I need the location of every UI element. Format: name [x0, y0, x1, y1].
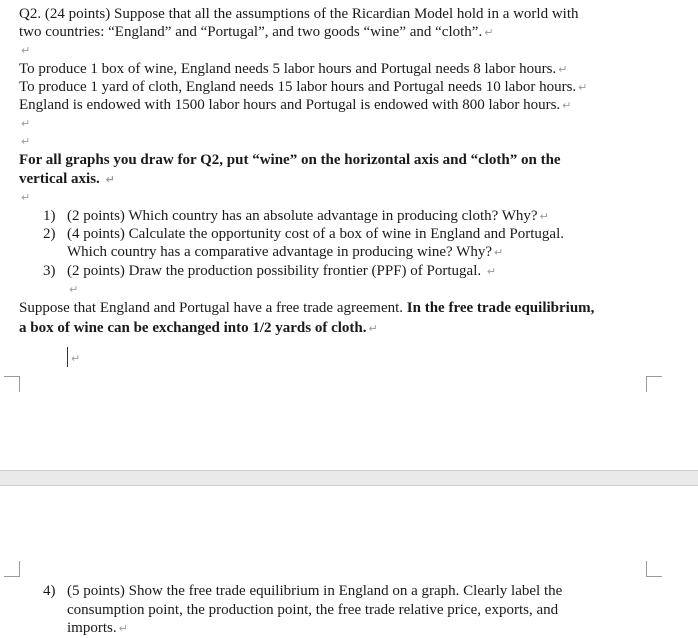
page-break-gap [0, 470, 698, 486]
cloth-production-line: To produce 1 yard of cloth, England needs 15 labor hours and Portugal needs 10 labor hours. ↵ [19, 79, 588, 95]
list-item-text-continued: Which country has a comparative advantage in producing wine? Why? ↵ [67, 244, 504, 260]
paragraph-mark: ↵ [539, 210, 549, 223]
paragraph-mark: ↵ [558, 63, 568, 76]
paragraph-mark: ↵ [105, 173, 115, 186]
list-item-number: 2) [43, 226, 56, 242]
list-item-number: 1) [43, 208, 56, 224]
q2-question-line-2: two countries: “England” and “Portugal”, and two goods “wine” and “cloth”. ↵ [19, 24, 494, 40]
list-item-text: (2 points) Which country has an absolute advantage in producing cloth? Why? ↵ [67, 208, 549, 224]
paragraph-mark: ↵ [21, 117, 31, 130]
margin-corner-mark-right [646, 561, 662, 577]
empty-paragraph [19, 132, 30, 151]
endowment-line: England is endowed with 1500 labor hours and Portugal is endowed with 800 labor hours. ↵ [19, 97, 572, 113]
paragraph-mark: ↵ [21, 44, 31, 57]
paragraph-mark: ↵ [578, 81, 588, 94]
graph-instruction-line-2: vertical axis. ↵ [19, 171, 115, 187]
paragraph-mark: ↵ [71, 352, 81, 365]
paragraph-mark: ↵ [484, 26, 494, 39]
margin-corner-mark-right [646, 376, 662, 392]
wine-production-line: To produce 1 box of wine, England needs 5 labor hours and Portugal needs 8 labor hours. ↵ [19, 61, 568, 77]
paragraph-mark: ↵ [118, 622, 128, 635]
list-item-number: 3) [43, 263, 56, 279]
empty-paragraph [19, 41, 30, 60]
text-cursor[interactable] [67, 347, 68, 367]
list-item-text: (5 points) Show the free trade equilibrium in England on a graph. Clearly label the [67, 583, 563, 599]
free-trade-line-1: Suppose that England and Portugal have a free trade agreement. In the free trade equilibrium, [19, 300, 595, 316]
empty-paragraph [19, 188, 30, 207]
margin-corner-mark-left [4, 376, 20, 392]
list-item-text: (2 points) Draw the production possibility frontier (PPF) of Portugal. ↵ [67, 263, 497, 279]
empty-paragraph [69, 349, 80, 368]
paragraph-mark: ↵ [21, 135, 31, 148]
margin-corner-mark-left [4, 561, 20, 577]
list-item-text-continued: consumption point, the production point, the free trade relative price, exports, and [67, 602, 559, 618]
list-item-text: (4 points) Calculate the opportunity cost of a box of wine in England and Portugal. [67, 226, 564, 242]
q2-question-line-1: Q2. (24 points) Suppose that all the assumptions of the Ricardian Model hold in a world with [19, 6, 579, 22]
empty-paragraph [67, 280, 78, 299]
paragraph-mark: ↵ [21, 191, 31, 204]
paragraph-mark: ↵ [562, 99, 572, 112]
paragraph-mark: ↵ [368, 322, 378, 335]
paragraph-mark: ↵ [69, 283, 79, 296]
free-trade-line-2: a box of wine can be exchanged into 1/2 yards of cloth. ↵ [19, 320, 378, 336]
list-item-text-continued: imports. ↵ [67, 620, 128, 636]
list-item-number: 4) [43, 583, 56, 599]
graph-instruction-line-1: For all graphs you draw for Q2, put “wine” on the horizontal axis and “cloth” on the [19, 152, 561, 168]
paragraph-mark: ↵ [486, 265, 497, 278]
paragraph-mark: ↵ [493, 246, 504, 259]
empty-paragraph [19, 114, 30, 133]
